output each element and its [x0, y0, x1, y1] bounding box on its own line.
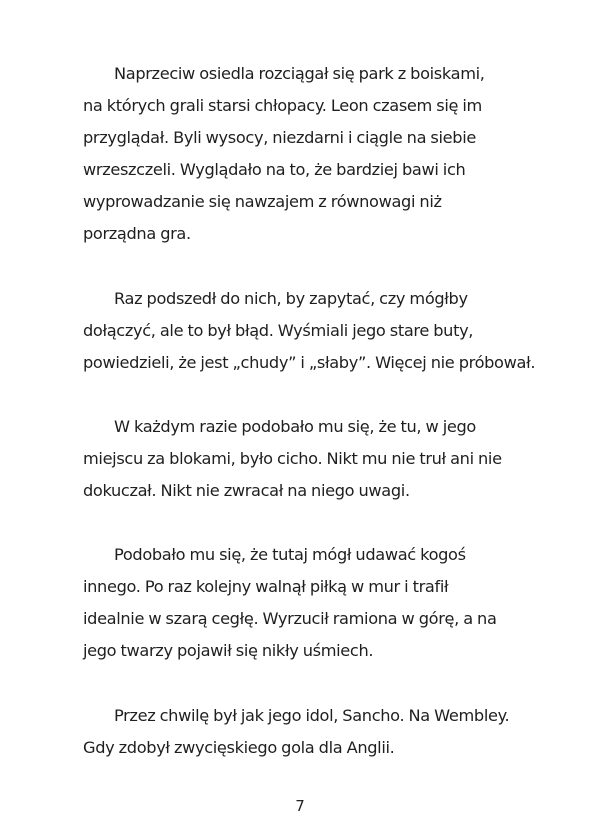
text-line: porządna gra.: [83, 224, 191, 244]
paragraph-4: [83, 539, 523, 667]
body-text: [83, 58, 536, 796]
text-line: wyprowadzanie się nawzajem z równowagi niż: [83, 192, 442, 212]
text-line: Podobało mu się, że tutaj mógł udawać kogoś: [114, 545, 466, 565]
text-line: wrzeszczeli. Wyglądało na to, że bardziej bawi ich: [83, 160, 466, 180]
text-line: idealnie w szarą cegłę. Wyrzucił ramiona w górę, a na: [83, 609, 497, 629]
text-line: dołączyć, ale to był błąd. Wyśmiali jego stare buty,: [83, 320, 474, 340]
text-line: innego. Po raz kolejny walnął piłką w mur i trafił: [83, 577, 449, 597]
text-line: Przez chwilę był jak jego idol, Sancho. Na Wembley.: [114, 705, 510, 725]
text-line: przyglądał. Byli wysocy, niezdarni i ciągle na siebie: [83, 128, 476, 148]
text-line: Naprzeciw osiedla rozciągał się park z boiskami,: [114, 64, 485, 83]
text-line: Gdy zdobył zwycięskiego gola dla Anglii.: [83, 737, 395, 757]
text-line: powiedzieli, że jest „chudy” i „słaby”. Więcej nie próbował.: [83, 352, 536, 372]
text-line: W każdym razie podobało mu się, że tu, w jego: [114, 416, 476, 436]
text-line: jego twarzy pojawił się nikły uśmiech.: [83, 641, 374, 661]
text-line: Raz podszedł do nich, by zapytać, czy mógłby: [114, 288, 468, 308]
text-line: miejscu za blokami, było cicho. Nikt mu nie truł ani nie: [83, 448, 502, 468]
paragraph-1: [83, 58, 523, 251]
page-number: 7: [295, 797, 305, 815]
paragraph-3: [83, 411, 523, 507]
text-line: na których grali starsi chłopacy. Leon czasem się im: [83, 96, 482, 116]
text-line: dokuczał. Nikt nie zwracał na niego uwagi.: [83, 481, 410, 501]
paragraph-2: [83, 283, 536, 379]
paragraph-5: [83, 700, 523, 764]
